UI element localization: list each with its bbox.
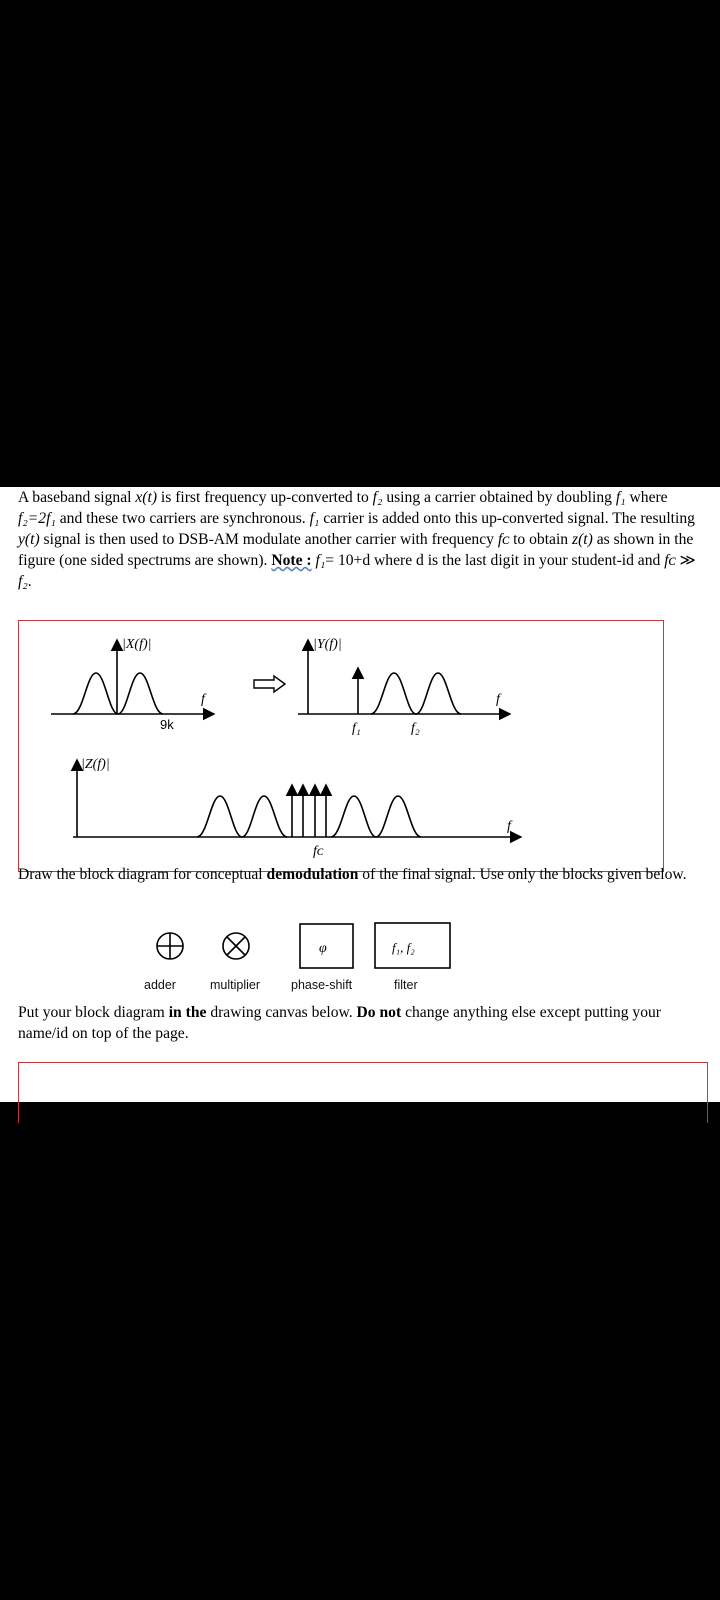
phase-symbol: φ xyxy=(319,941,327,956)
multiplier-icon xyxy=(223,933,249,959)
x-mag-label: |X(f)| xyxy=(122,637,152,652)
instruction-text: Draw the block diagram for conceptual demodulation of the final signal. Use only the blocks given below. xyxy=(18,866,687,883)
x-f-label: f xyxy=(201,692,205,707)
spectrum-drawing xyxy=(19,621,663,871)
problem-statement: A baseband signal x(t) is first frequency up-converted to f₂ using a carrier obtained by doubling f₁ where f₂=2f₁ and these two carriers are synchronous. f₁ carrier is added onto this up-converted signal. The resulting y(t) signal is then used to DSB-AM modulate another carrier with frequency fᴄ to obtain z(t) as shown in the figure (one sided spectrums are shown). Note : f₁= 10+d where d is the last digit in your student-id and fᴄ ≫ f₂. xyxy=(18,489,696,590)
z-mag-label: |Z(f)| xyxy=(81,757,110,772)
z-tick-fc: fᴄ xyxy=(313,844,324,859)
z-f-label: f xyxy=(507,819,511,834)
note-label: Note : xyxy=(271,552,312,569)
filter-label: filter xyxy=(394,978,418,992)
y-tick-f2: f₂ xyxy=(411,721,420,736)
z-lower-sideband xyxy=(197,796,287,837)
adder-icon xyxy=(157,933,183,959)
block-palette xyxy=(0,917,720,997)
multiplier-label: multiplier xyxy=(210,978,261,992)
y-mag-label: |Y(f)| xyxy=(313,637,342,652)
spectrum-figure xyxy=(18,620,664,872)
phase-shift-label: phase-shift xyxy=(291,978,353,992)
filter-symbol: f₁, f₂ xyxy=(392,940,415,955)
document-page xyxy=(0,487,720,1102)
x-tick-9k: 9k xyxy=(160,717,174,732)
z-upper-sideband xyxy=(331,796,421,837)
drawing-canvas[interactable] xyxy=(18,1062,708,1123)
canvas-instruction: Put your block diagram in the drawing canvas below. Do not change anything else except putting your name/id on top of the page. xyxy=(18,1004,661,1042)
x-spectrum-curve xyxy=(73,673,163,714)
y-tick-f1: f₁ xyxy=(352,721,361,736)
adder-label: adder xyxy=(144,978,176,992)
y-f-label: f xyxy=(496,692,500,707)
y-spectrum-curve xyxy=(371,673,461,714)
implies-arrow xyxy=(254,676,285,692)
